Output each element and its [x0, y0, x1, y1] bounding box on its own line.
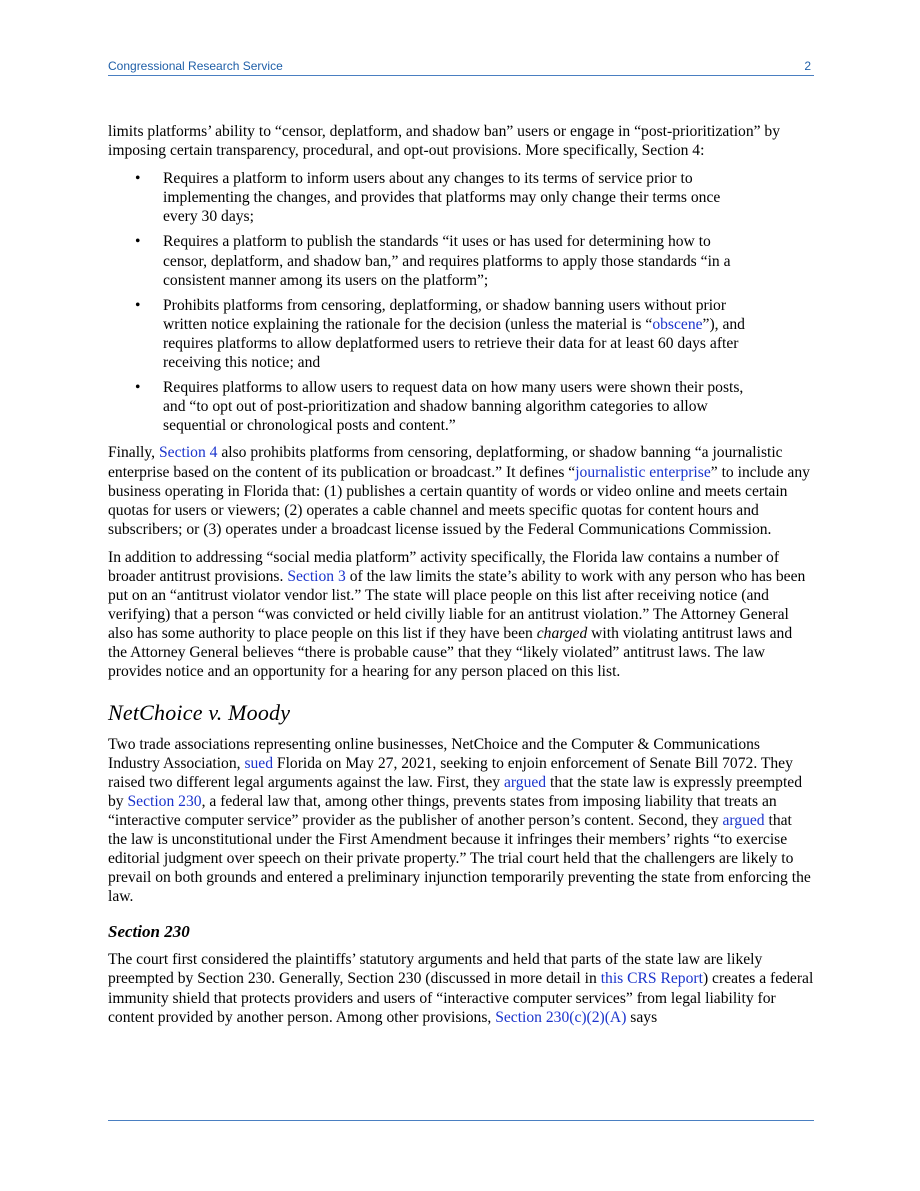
obscene-link[interactable]: obscene [652, 315, 703, 333]
text-run: , a federal law that, among other things, prevents states from imposing liability that treats an “interactive computer service” provider as the publisher of another person’s content. Second, they [108, 792, 777, 829]
section4-list [108, 169, 814, 435]
text-run: that the law is unconstitutional under the First Amendment because it infringes their members’ rights “to exercise editorial judgment over speech on their private property.” The trial court held that the challengers are likely to prevail on both grounds and entered a preliminary injunction temporarily preventing the state from enforcing the law. [108, 811, 811, 906]
list-item-text: Requires a platform to publish the standards “it uses or has used for determining how to censor, deplatform, and shadow ban,” and requires platforms to apply those standards “in a consistent manner among its users on the platform”; [163, 233, 731, 289]
list-item [108, 232, 814, 289]
section-230c2a-link[interactable]: Section 230(c)(2)(A) [495, 1008, 627, 1026]
list-item [108, 169, 814, 226]
text-run: of the law limits the state’s ability to work with any person who has been put on an “antitrust violator vendor list.” The state will place people on this list after receiving notice (and verifying) that a person “was convicted or held civilly liable for an antitrust violation.” The Attorney General also has some authority to place people on this list if they have been [108, 567, 806, 643]
section-heading-netchoice: NetChoice v. Moody [108, 699, 291, 725]
list-item-text: Prohibits platforms from censoring, deplatforming, or shadow banning users without prior written notice explaining the rationale for the decision (unless the material is “ [163, 296, 727, 333]
section-3-link[interactable]: Section 3 [287, 567, 346, 585]
document-body [108, 122, 814, 1036]
list-item-text: ”), and requires platforms to allow deplatformed users to retrieve their data for at least 60 days after receiving this notice; and [163, 315, 745, 372]
argued-link-2[interactable]: argued [722, 811, 765, 829]
text-run: In addition to addressing “social media platform” activity specifically, the Florida law contains a number of broader antitrust provisions. [108, 548, 780, 585]
text-run: also prohibits platforms from censoring, deplatforming, or shadow banning “a journalistic enterprise based on the content of its publication or broadcast.” It defines “ [108, 444, 783, 481]
section230-paragraph [108, 950, 814, 1026]
text-run: ” to include any business operating in Florida that: (1) publishes a certain quantity of words or video online and meets certain quotas for users or viewers; (2) operates a cable channel and meets specific quotas for content hours and subscribers; or (3) operates under a broadcast license issued by the Federal Communications Commission. [108, 463, 810, 538]
crs-report-link[interactable]: this CRS Report [600, 970, 703, 988]
intro-paragraph: limits platforms’ ability to “censor, deplatform, and shadow ban” users or engage in “post-prioritization” by imposing certain transparency, procedural, and opt-out provisions. More specifically, Section 4: [108, 123, 781, 160]
page-number: 2 [804, 59, 811, 73]
sued-link[interactable]: sued [244, 754, 274, 772]
subsection-heading-section230: Section 230 [108, 922, 190, 942]
journalistic-paragraph [108, 443, 814, 538]
antitrust-paragraph [108, 548, 814, 682]
text-run: Finally, [108, 444, 159, 462]
bullet-icon: • [135, 170, 141, 188]
section-230-link[interactable]: Section 230 [127, 792, 202, 810]
bullet-icon: • [135, 379, 141, 397]
list-item-text: Requires platforms to allow users to request data on how many users were shown their posts, and “to opt out of post-prioritization and shadow banning algorithm categories to allow sequential or chronological posts and content.” [163, 379, 744, 435]
list-item [108, 296, 814, 372]
netchoice-paragraph [108, 735, 814, 907]
journalistic-enterprise-link[interactable]: journalistic enterprise [575, 463, 711, 481]
emphasis-charged: charged [536, 625, 588, 643]
text-run: says [626, 1008, 658, 1026]
text-run: with violating antitrust laws and the Attorney General believes “there is probable cause” that they “likely violated” antitrust laws. The law provides notice and an opportunity for a hearing for any person placed on this list. [108, 625, 793, 681]
list-item [108, 378, 814, 435]
bullet-icon: • [135, 296, 141, 314]
bullet-icon: • [135, 233, 141, 251]
text-run: Florida on May 27, 2021, seeking to enjoin enforcement of Senate Bill 7072. They raised two different legal arguments against the law. First, they [108, 754, 793, 791]
argued-link[interactable]: argued [503, 773, 547, 791]
text-run: Two trade associations representing online businesses, NetChoice and the Computer & Communications Industry Association, [108, 735, 760, 772]
text-run: The court first considered the plaintiffs’ statutory arguments and held that parts of the state law are likely preempted by Section 230. Generally, Section 230 (discussed in more detail in [108, 951, 763, 988]
header-org-name: Congressional Research Service [108, 59, 283, 73]
list-item-text: Requires a platform to inform users about any changes to its terms of service prior to implementing the changes, and provides that platforms may only change their terms once every 30 days; [163, 170, 721, 226]
section-4-link[interactable]: Section 4 [158, 444, 218, 462]
page-header [108, 57, 814, 76]
text-run: that the state law is expressly preempted by [108, 773, 803, 810]
footer-rule [108, 1120, 814, 1121]
text-run: ) creates a federal immunity shield that protects providers and users of “interactive computer services” from legal liability for content provided by another person. Among other provisions, [108, 970, 814, 1026]
